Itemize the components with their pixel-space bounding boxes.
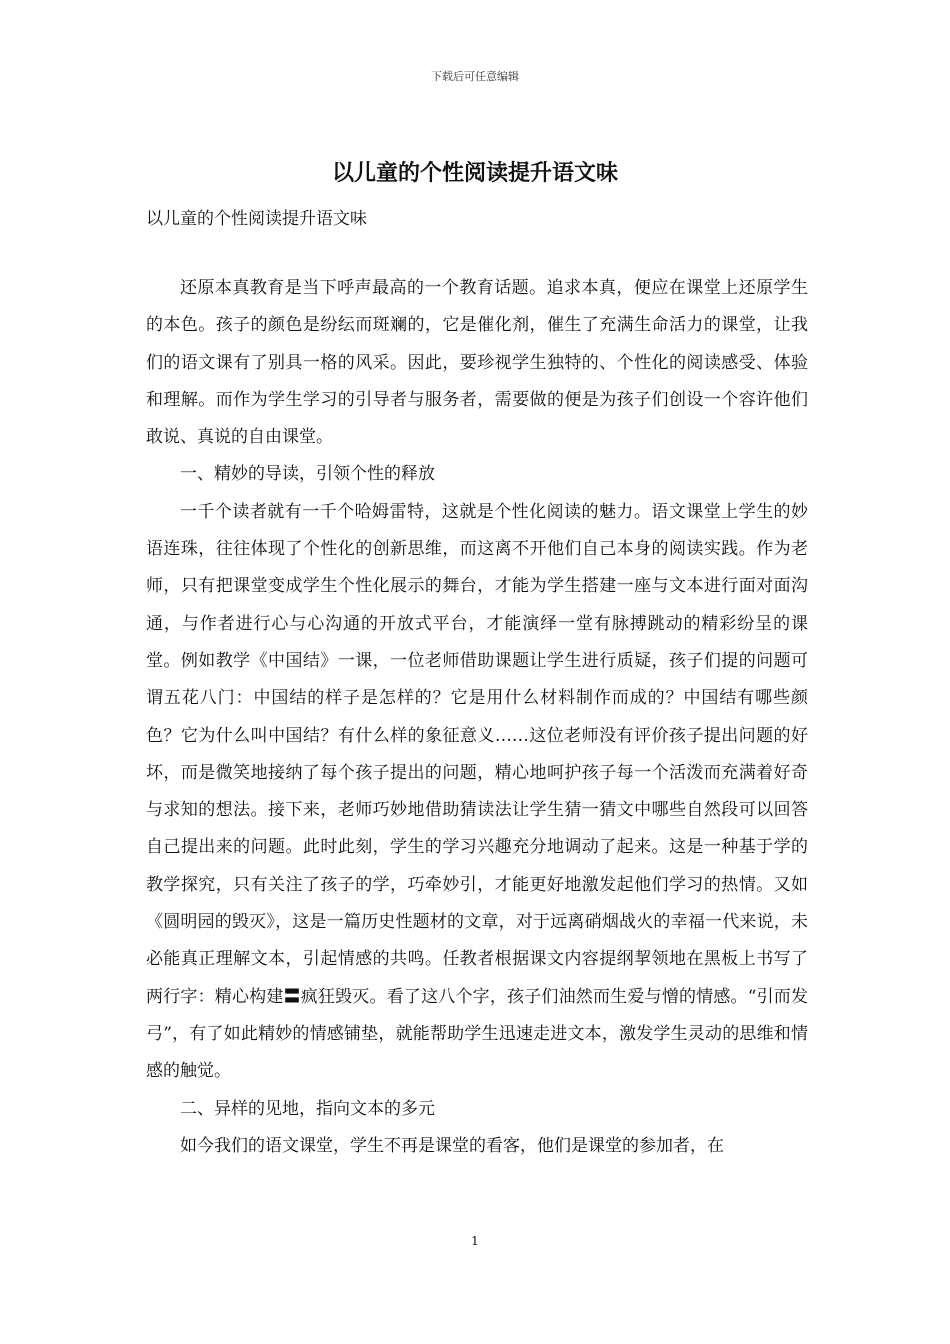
document-subtitle: 以儿童的个性阅读提升语文味	[146, 209, 367, 229]
body-paragraph: 还原本真教育是当下呼声最高的一个教育话题。追求本真，便应在课堂上还原学生的本色。孩子的颜色是纷纭而斑斓的，它是催化剂，催生了充满生命活力的课堂，让我们的语文课有了别具一格的风采。因此，要珍视学生独特的、个性化的阅读感受、体验和理解。而作为学生学习的引导者与服务者，需要做的便是为孩子们创设一个容许他们敢说、真说的自由课堂。	[146, 278, 808, 448]
section-heading: 一、精妙的导读，引领个性的释放	[180, 464, 435, 485]
section-heading: 二、异样的见地，指向文本的多元	[180, 1098, 435, 1119]
page-number: 1	[471, 1234, 479, 1248]
page-header-note: 下载后可任意编辑	[431, 70, 519, 83]
document-body	[146, 270, 808, 1165]
document-title: 以儿童的个性阅读提升语文味	[331, 160, 618, 186]
body-paragraph: 如今我们的语文课堂，学生不再是课堂的看客，他们是课堂的参加者，在	[180, 1135, 724, 1156]
body-paragraph: 一千个读者就有一千个哈姆雷特，这就是个性化阅读的魅力。语文课堂上学生的妙语连珠，往往体现了个性化的创新思维，而这离不开他们自己本身的阅读实践。作为老师，只有把课堂变成学生个性化展示的舞台，才能为学生搭建一座与文本进行面对面沟通，与作者进行心与心沟通的开放式平台，才能演绎一堂有脉搏跳动的精彩纷呈的课堂。例如教学《中国结》一课，一位老师借助课题让学生进行质疑，孩子们提的问题可谓五花八门：中国结的样子是怎样的？它是用什么材料制作而成的？中国结有哪些颜色？它为什么叫中国结？有什么样的象征意义……这位老师没有评价孩子提出问题的好坏，而是微笑地接纳了每个孩子提出的问题，精心地呵护孩子每一个活泼而充满着好奇与求知的想法。接下来，老师巧妙地借助猜读法让学生猜一猜文中哪些自然段可以回答自己提出来的问题。此时此刻，学生的学习兴趣充分地调动了起来。这是一种基于学的教学探究，只有关注了孩子的学，巧牵妙引，才能更好地激发起他们学习的热情。又如《圆明园的毁灭》，这是一篇历史性题材的文章，对于远离硝烟战火的幸福一代来说，未必能真正理解文本，引起情感的共鸣。任教者根据课文内容提纲挈领地在黑板上书写了两行字：精心构建〓疯狂毁灭。看了这八个字，孩子们油然而生爱与憎的情感。“引而发弓”，有了如此精妙的情感铺垫，就能帮助学生迅速走进文本，激发学生灵动的思维和情感的触觉。	[146, 501, 808, 1082]
